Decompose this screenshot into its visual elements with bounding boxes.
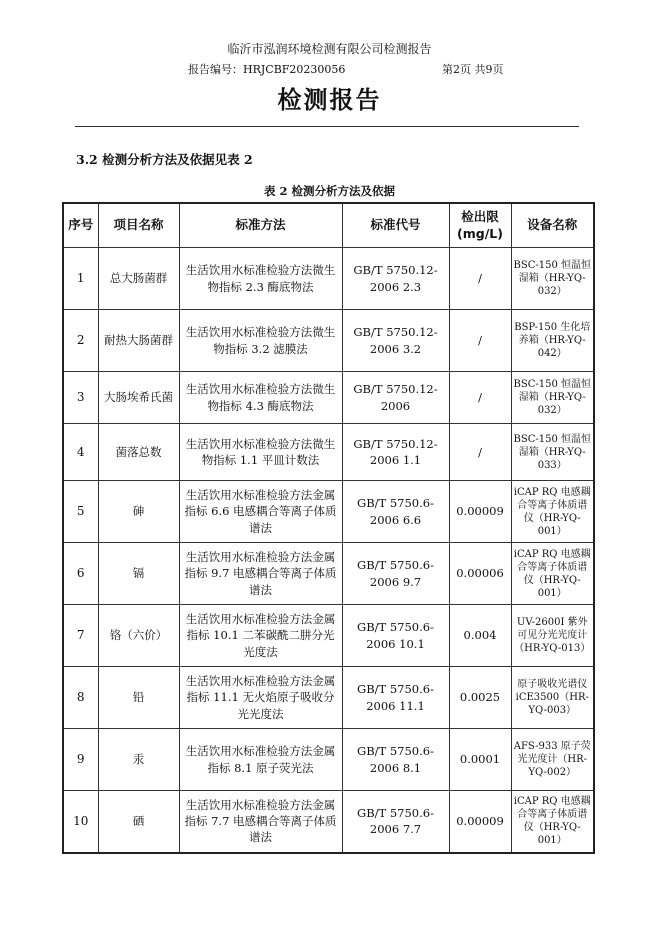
cell-equipment: BSC-150 恒温恒湿箱（HR-YQ-033）: [511, 424, 594, 481]
cell-item: 硒: [98, 791, 179, 853]
cell-equipment: iCAP RQ 电感耦合等离子体质谱仪（HR-YQ-001）: [511, 481, 594, 543]
table-row: [63, 667, 594, 729]
section-title: 3.2 检测分析方法及依据见表 2: [76, 152, 253, 167]
col-header-limit: 检出限 (mg/L): [449, 203, 511, 248]
cell-seq: 8: [63, 667, 98, 729]
cell-limit: 0.004: [449, 605, 511, 667]
table-row: [63, 729, 594, 791]
cell-code: GB/T 5750.6-2006 11.1: [342, 667, 449, 729]
cell-code: GB/T 5750.6-2006 9.7: [342, 543, 449, 605]
col-header-item: 项目名称: [98, 203, 179, 248]
cell-equipment: BSP-150 生化培养箱（HR-YQ-042）: [511, 310, 594, 372]
table-row: [63, 424, 594, 481]
header-company-line: 临沂市泓润环境检测有限公司检测报告: [227, 42, 432, 56]
cell-code: GB/T 5750.6-2006 6.6: [342, 481, 449, 543]
cell-seq: 9: [63, 729, 98, 791]
cell-limit: /: [449, 248, 511, 310]
cell-equipment: BSC-150 恒温恒湿箱（HR-YQ-032）: [511, 248, 594, 310]
page-info: 第2页 共9页: [442, 63, 504, 76]
cell-seq: 10: [63, 791, 98, 853]
cell-item: 菌落总数: [98, 424, 179, 481]
cell-method: 生活饮用水标准检验方法金属指标 7.7 电感耦合等离子体质谱法: [179, 791, 342, 853]
cell-seq: 6: [63, 543, 98, 605]
cell-limit: 0.0025: [449, 667, 511, 729]
cell-method: 生活饮用水标准检验方法金属指标 11.1 无火焰原子吸收分光光度法: [179, 667, 342, 729]
cell-seq: 4: [63, 424, 98, 481]
cell-code: GB/T 5750.6-2006 10.1: [342, 605, 449, 667]
cell-equipment: iCAP RQ 电感耦合等离子体质谱仪（HR-YQ-001）: [511, 791, 594, 853]
cell-item: 汞: [98, 729, 179, 791]
table-row: [63, 791, 594, 853]
cell-item: 镉: [98, 543, 179, 605]
cell-seq: 7: [63, 605, 98, 667]
cell-equipment: UV-2600I 紫外可见分光光度计（HR-YQ-013）: [511, 605, 594, 667]
cell-seq: 5: [63, 481, 98, 543]
table-row: [63, 481, 594, 543]
cell-method: 生活饮用水标准检验方法金属指标 8.1 原子荧光法: [179, 729, 342, 791]
table-header-row: [63, 203, 594, 248]
cell-code: GB/T 5750.12-2006 2.3: [342, 248, 449, 310]
cell-code: GB/T 5750.6-2006 8.1: [342, 729, 449, 791]
cell-item: 铬（六价）: [98, 605, 179, 667]
cell-item: 耐热大肠菌群: [98, 310, 179, 372]
table-row: [63, 372, 594, 424]
table-row: [63, 310, 594, 372]
col-header-equipment: 设备名称: [511, 203, 594, 248]
cell-code: GB/T 5750.12-2006: [342, 372, 449, 424]
cell-limit: 0.0001: [449, 729, 511, 791]
cell-limit: 0.00006: [449, 543, 511, 605]
table-row: [63, 248, 594, 310]
title-divider: [75, 126, 579, 127]
cell-equipment: iCAP RQ 电感耦合等离子体质谱仪（HR-YQ-001）: [511, 543, 594, 605]
cell-seq: 1: [63, 248, 98, 310]
cell-method: 生活饮用水标准检验方法金属指标 6.6 电感耦合等离子体质谱法: [179, 481, 342, 543]
cell-method: 生活饮用水标准检验方法微生物指标 4.3 酶底物法: [179, 372, 342, 424]
cell-equipment: AFS-933 原子荧光光度计（HR-YQ-002）: [511, 729, 594, 791]
col-header-method: 标准方法: [179, 203, 342, 248]
methods-table: [62, 202, 595, 854]
cell-limit: 0.00009: [449, 481, 511, 543]
cell-equipment: BSC-150 恒温恒湿箱（HR-YQ-032）: [511, 372, 594, 424]
cell-code: GB/T 5750.12-2006 1.1: [342, 424, 449, 481]
cell-method: 生活饮用水标准检验方法金属指标 9.7 电感耦合等离子体质谱法: [179, 543, 342, 605]
cell-item: 总大肠菌群: [98, 248, 179, 310]
cell-limit: /: [449, 310, 511, 372]
cell-item: 大肠埃希氏菌: [98, 372, 179, 424]
table-row: [63, 543, 594, 605]
cell-seq: 2: [63, 310, 98, 372]
cell-code: GB/T 5750.12-2006 3.2: [342, 310, 449, 372]
report-number: 报告编号：HRJCBF20230056: [188, 63, 346, 76]
cell-limit: /: [449, 372, 511, 424]
cell-equipment: 原子吸收光谱仪 iCE3500（HR-YQ-003）: [511, 667, 594, 729]
cell-method: 生活饮用水标准检验方法微生物指标 1.1 平皿计数法: [179, 424, 342, 481]
cell-item: 铅: [98, 667, 179, 729]
page-title: 检测报告: [277, 86, 382, 114]
cell-code: GB/T 5750.6-2006 7.7: [342, 791, 449, 853]
table-caption: 表 2 检测分析方法及依据: [263, 184, 395, 198]
table-row: [63, 605, 594, 667]
col-header-seq: 序号: [63, 203, 98, 248]
cell-method: 生活饮用水标准检验方法微生物指标 2.3 酶底物法: [179, 248, 342, 310]
cell-item: 砷: [98, 481, 179, 543]
cell-method: 生活饮用水标准检验方法微生物指标 3.2 滤膜法: [179, 310, 342, 372]
cell-limit: 0.00009: [449, 791, 511, 853]
cell-seq: 3: [63, 372, 98, 424]
col-header-code: 标准代号: [342, 203, 449, 248]
cell-limit: /: [449, 424, 511, 481]
cell-method: 生活饮用水标准检验方法金属指标 10.1 二苯碳酰二肼分光光度法: [179, 605, 342, 667]
